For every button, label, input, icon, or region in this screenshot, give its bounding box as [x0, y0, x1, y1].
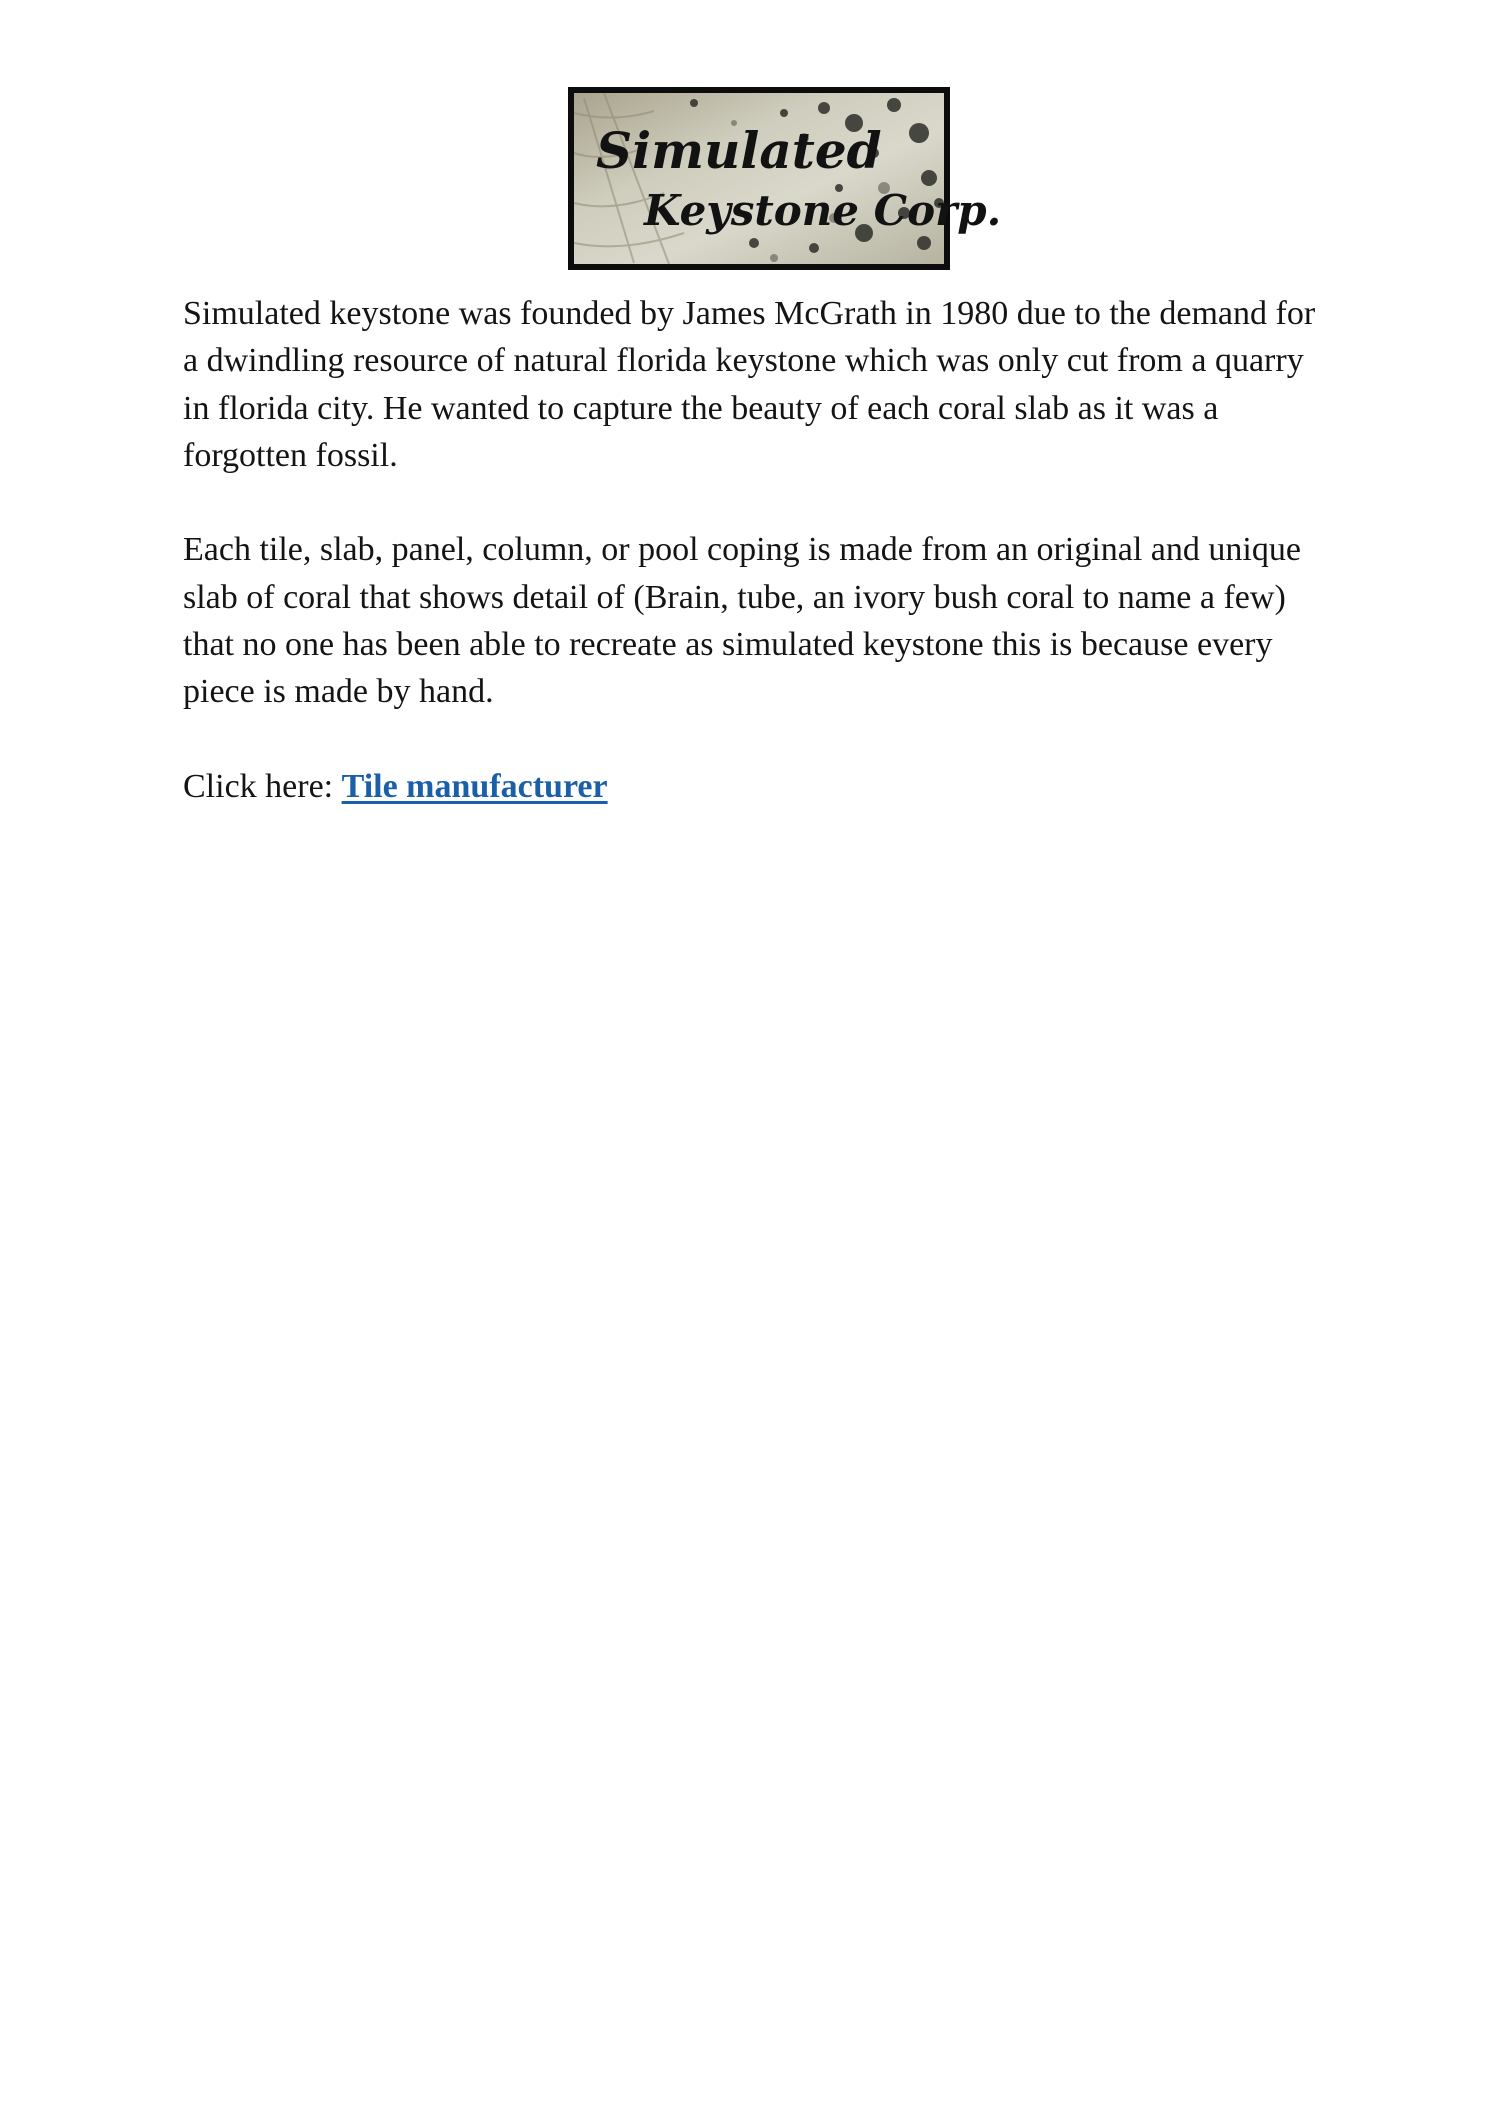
- link-line: [183, 763, 1333, 810]
- tile-manufacturer-link[interactable]: Tile manufacturer: [341, 767, 608, 805]
- link-prefix: Click here:: [183, 767, 342, 805]
- document-body: [183, 290, 1333, 858]
- paragraph-history: Simulated keystone was founded by James McGrath in 1980 due to the demand for a dwindling resource of natural florida keystone which was only cut from a quarry in florida city. He wanted to capture the beauty of each coral slab as it was a forgotten fossil.: [183, 295, 1316, 474]
- logo-line1: Simulated: [596, 121, 882, 180]
- coral-stone-texture: [574, 93, 1002, 264]
- company-logo: [568, 87, 1002, 270]
- paragraph-process: Each tile, slab, panel, column, or pool coping is made from an original and unique slab of coral that shows detail of (Brain, tube, an ivory bush coral to name a few) that no one has been able to recreate as simulated keystone this is because every piece is made by hand.: [183, 531, 1301, 711]
- logo-line2: Keystone Corp.: [644, 186, 1002, 235]
